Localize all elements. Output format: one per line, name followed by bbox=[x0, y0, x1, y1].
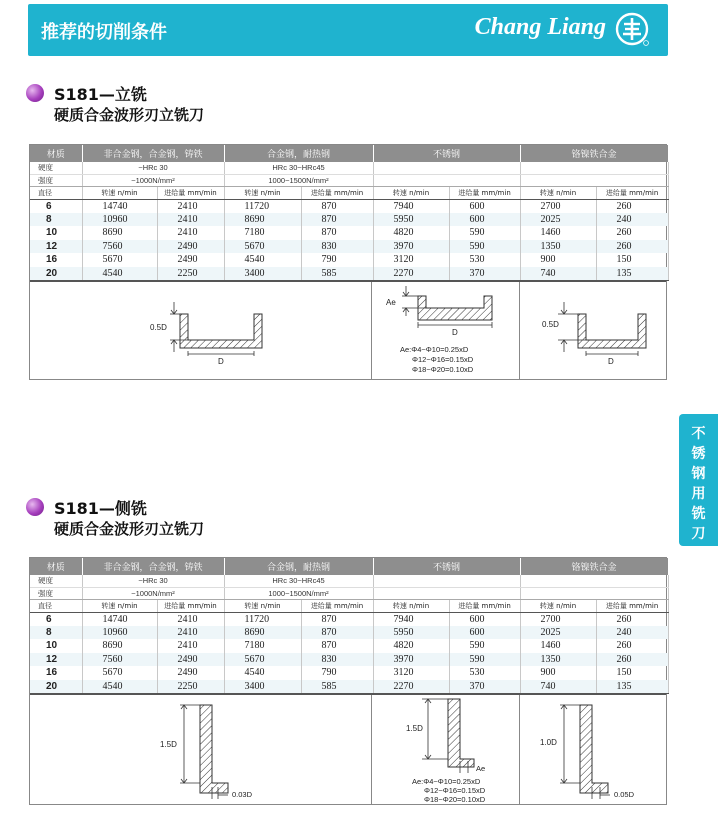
diagram-slot-milling bbox=[30, 282, 372, 379]
material-header: 非合金钢，合金钢，铸铁 bbox=[82, 145, 224, 162]
hardness-value bbox=[373, 162, 520, 174]
speed-cell: 3400 bbox=[224, 267, 301, 281]
section-subtitle: 硬质合金波形刃立铣刀 bbox=[54, 520, 205, 538]
feed-cell: 790 bbox=[301, 253, 373, 267]
diagram-side-milling bbox=[30, 695, 372, 804]
strength-value: ~1000N/mm² bbox=[82, 587, 224, 599]
material-row bbox=[30, 558, 668, 575]
side-tab-char: 不 bbox=[691, 426, 706, 442]
hardness-label: 硬度 bbox=[30, 162, 82, 174]
side-milling-ae-diagram bbox=[372, 695, 520, 805]
diameter-cell: 8 bbox=[30, 626, 82, 640]
slot-milling-diagram bbox=[30, 282, 372, 380]
feed-cell: 260 bbox=[596, 653, 668, 667]
speed-cell: 8690 bbox=[82, 226, 157, 240]
speed-cell: 7180 bbox=[224, 639, 301, 653]
speed-cell: 3120 bbox=[373, 666, 449, 680]
depth-label: 1.5D bbox=[160, 739, 177, 749]
strength-value bbox=[520, 174, 668, 186]
strength-value: 1000~1500N/mm² bbox=[224, 174, 373, 186]
speed-cell: 900 bbox=[520, 253, 596, 267]
side-tab[interactable] bbox=[679, 414, 718, 546]
speed-cell: 740 bbox=[520, 680, 596, 694]
feed-cell: 2410 bbox=[157, 226, 224, 240]
hardness-value bbox=[520, 162, 668, 174]
material-label: 材质 bbox=[30, 558, 82, 575]
hardness-value: HRc 30~HRc45 bbox=[224, 162, 373, 174]
width-label: D bbox=[452, 327, 458, 337]
speed-header: 转速 n/min bbox=[373, 186, 449, 199]
feed-cell: 2490 bbox=[157, 240, 224, 254]
feed-cell: 870 bbox=[301, 626, 373, 640]
diameter-cell: 8 bbox=[30, 213, 82, 227]
feed-cell: 870 bbox=[301, 639, 373, 653]
side-milling-diagram bbox=[30, 695, 372, 805]
feed-cell: 2410 bbox=[157, 626, 224, 640]
feed-cell: 870 bbox=[301, 213, 373, 227]
speed-cell: 11720 bbox=[224, 612, 301, 626]
speed-cell: 2700 bbox=[520, 199, 596, 213]
ae-note: Ae:Φ4~Φ10=0.25xD bbox=[412, 776, 481, 786]
speed-cell: 740 bbox=[520, 267, 596, 281]
speed-cell: 5670 bbox=[224, 653, 301, 667]
speed-header: 转速 n/min bbox=[82, 186, 157, 199]
hardness-row bbox=[30, 162, 668, 174]
table-row bbox=[30, 240, 668, 254]
side-tab-char: 刀 bbox=[691, 526, 706, 542]
speed-cell: 5950 bbox=[373, 626, 449, 640]
feed-cell: 585 bbox=[301, 267, 373, 281]
speed-cell: 7560 bbox=[82, 653, 157, 667]
material-header: 铬镍铁合金 bbox=[520, 145, 668, 162]
column-header-row bbox=[30, 599, 668, 612]
feed-cell: 830 bbox=[301, 240, 373, 254]
feed-cell: 2250 bbox=[157, 680, 224, 694]
strength-value: 1000~1500N/mm² bbox=[224, 587, 373, 599]
speed-cell: 2700 bbox=[520, 612, 596, 626]
strength-value bbox=[520, 587, 668, 599]
diagram-row-2 bbox=[30, 694, 666, 804]
diameter-cell: 16 bbox=[30, 666, 82, 680]
table-row bbox=[30, 612, 668, 626]
ae-note: Φ18~Φ20=0.10xD bbox=[424, 794, 486, 804]
speed-cell: 1350 bbox=[520, 240, 596, 254]
feed-cell: 370 bbox=[449, 680, 520, 694]
table-row bbox=[30, 213, 668, 227]
feed-header: 进给量 mm/min bbox=[596, 186, 668, 199]
header-banner bbox=[28, 4, 668, 56]
hardness-value bbox=[373, 575, 520, 587]
ae-note: Ae:Φ4~Φ10=0.25xD bbox=[400, 344, 469, 354]
feed-header: 进给量 mm/min bbox=[449, 186, 520, 199]
speed-cell: 3400 bbox=[224, 680, 301, 694]
feed-header: 进给量 mm/min bbox=[449, 599, 520, 612]
strength-label: 强度 bbox=[30, 174, 82, 186]
feed-cell: 2410 bbox=[157, 639, 224, 653]
speed-cell: 5950 bbox=[373, 213, 449, 227]
feed-cell: 870 bbox=[301, 226, 373, 240]
speed-header: 转速 n/min bbox=[224, 599, 301, 612]
speed-cell: 2025 bbox=[520, 626, 596, 640]
hardness-value bbox=[520, 575, 668, 587]
hardness-value: ~HRc 30 bbox=[82, 162, 224, 174]
speed-cell: 4540 bbox=[82, 680, 157, 694]
width-label: D bbox=[608, 356, 614, 366]
speed-cell: 10960 bbox=[82, 213, 157, 227]
strength-value bbox=[373, 587, 520, 599]
speed-header: 转速 n/min bbox=[224, 186, 301, 199]
feed-cell: 135 bbox=[596, 680, 668, 694]
feed-cell: 590 bbox=[449, 240, 520, 254]
bullet-icon bbox=[26, 498, 44, 516]
diagram-row-1 bbox=[30, 281, 666, 379]
bullet-icon bbox=[26, 84, 44, 102]
width-label: 0.03D bbox=[232, 789, 253, 799]
speed-cell: 7940 bbox=[373, 199, 449, 213]
material-row bbox=[30, 145, 668, 162]
feed-cell: 2250 bbox=[157, 267, 224, 281]
width-label: D bbox=[218, 356, 224, 366]
diagram-side-milling-2 bbox=[520, 695, 666, 804]
feed-cell: 530 bbox=[449, 666, 520, 680]
speed-cell: 5670 bbox=[82, 253, 157, 267]
shoulder-milling-diagram bbox=[372, 282, 520, 380]
feed-cell: 590 bbox=[449, 639, 520, 653]
speed-cell: 7940 bbox=[373, 612, 449, 626]
section-subtitle: 硬质合金波形刃立铣刀 bbox=[54, 106, 205, 124]
feed-cell: 2410 bbox=[157, 199, 224, 213]
hardness-value: HRc 30~HRc45 bbox=[224, 575, 373, 587]
speed-header: 转速 n/min bbox=[373, 599, 449, 612]
speed-cell: 14740 bbox=[82, 612, 157, 626]
cutting-table-2 bbox=[29, 557, 667, 805]
speed-cell: 1350 bbox=[520, 653, 596, 667]
speed-header: 转速 n/min bbox=[82, 599, 157, 612]
feed-header: 进给量 mm/min bbox=[596, 599, 668, 612]
diameter-cell: 12 bbox=[30, 240, 82, 254]
side-tab-char: 用 bbox=[691, 486, 706, 502]
diameter-cell: 10 bbox=[30, 226, 82, 240]
table-row bbox=[30, 639, 668, 653]
feed-cell: 585 bbox=[301, 680, 373, 694]
speed-header: 转速 n/min bbox=[520, 599, 596, 612]
diagram-side-milling-ae bbox=[372, 695, 520, 804]
hardness-value: ~HRc 30 bbox=[82, 575, 224, 587]
brand-logo-icon bbox=[614, 11, 650, 47]
speed-cell: 3970 bbox=[373, 653, 449, 667]
feed-cell: 870 bbox=[301, 612, 373, 626]
material-header: 铬镍铁合金 bbox=[520, 558, 668, 575]
feed-cell: 370 bbox=[449, 267, 520, 281]
section-title: S181—侧铣 bbox=[54, 499, 147, 518]
strength-value: ~1000N/mm² bbox=[82, 174, 224, 186]
ae-label: Ae bbox=[476, 763, 486, 773]
side-tab-char: 钢 bbox=[691, 466, 706, 482]
material-header: 非合金钢，合金钢，铸铁 bbox=[82, 558, 224, 575]
feed-cell: 260 bbox=[596, 639, 668, 653]
side-milling-diagram-2 bbox=[520, 695, 666, 805]
table-row bbox=[30, 199, 668, 213]
speed-cell: 14740 bbox=[82, 199, 157, 213]
hardness-label: 硬度 bbox=[30, 575, 82, 587]
feed-cell: 870 bbox=[301, 199, 373, 213]
diameter-cell: 12 bbox=[30, 653, 82, 667]
ae-note: Φ18~Φ20=0.10xD bbox=[412, 364, 474, 374]
speed-cell: 4820 bbox=[373, 226, 449, 240]
speed-cell: 1460 bbox=[520, 226, 596, 240]
table-row bbox=[30, 680, 668, 694]
table-row bbox=[30, 267, 668, 281]
material-label: 材质 bbox=[30, 145, 82, 162]
speed-cell: 1460 bbox=[520, 639, 596, 653]
diameter-label: 直径 bbox=[30, 186, 82, 199]
feed-cell: 2490 bbox=[157, 666, 224, 680]
ae-note: Φ12~Φ16=0.15xD bbox=[412, 354, 474, 364]
speed-cell: 5670 bbox=[224, 240, 301, 254]
feed-cell: 830 bbox=[301, 653, 373, 667]
speed-cell: 8690 bbox=[82, 639, 157, 653]
depth-label: 1.5D bbox=[406, 723, 423, 733]
strength-row bbox=[30, 587, 668, 599]
speed-cell: 5670 bbox=[82, 666, 157, 680]
feed-cell: 135 bbox=[596, 267, 668, 281]
speed-cell: 10960 bbox=[82, 626, 157, 640]
speed-cell: 4820 bbox=[373, 639, 449, 653]
feed-cell: 590 bbox=[449, 226, 520, 240]
speed-cell: 2270 bbox=[373, 680, 449, 694]
width-label: 0.05D bbox=[614, 789, 635, 799]
feed-cell: 790 bbox=[301, 666, 373, 680]
feed-cell: 240 bbox=[596, 626, 668, 640]
material-header: 不锈钢 bbox=[373, 558, 520, 575]
material-header: 不锈钢 bbox=[373, 145, 520, 162]
speed-cell: 3120 bbox=[373, 253, 449, 267]
ae-label: Ae bbox=[386, 297, 396, 307]
feed-cell: 600 bbox=[449, 612, 520, 626]
feed-cell: 150 bbox=[596, 253, 668, 267]
table-row bbox=[30, 626, 668, 640]
speed-header: 转速 n/min bbox=[520, 186, 596, 199]
strength-value bbox=[373, 174, 520, 186]
speed-cell: 4540 bbox=[224, 253, 301, 267]
diameter-cell: 20 bbox=[30, 267, 82, 281]
table-row bbox=[30, 666, 668, 680]
feed-cell: 600 bbox=[449, 199, 520, 213]
depth-label: 1.0D bbox=[540, 737, 557, 747]
speed-cell: 900 bbox=[520, 666, 596, 680]
feed-cell: 2410 bbox=[157, 213, 224, 227]
feed-cell: 260 bbox=[596, 612, 668, 626]
side-tab-char: 锈 bbox=[691, 446, 706, 462]
speed-cell: 4540 bbox=[224, 666, 301, 680]
brand-name: Chang Liang bbox=[474, 14, 606, 40]
speed-cell: 8690 bbox=[224, 213, 301, 227]
depth-label: 0.5D bbox=[542, 319, 559, 329]
feed-header: 进给量 mm/min bbox=[157, 599, 224, 612]
speed-cell: 3970 bbox=[373, 240, 449, 254]
feed-cell: 240 bbox=[596, 213, 668, 227]
ae-note: Φ12~Φ16=0.15xD bbox=[424, 785, 486, 795]
diameter-label: 直径 bbox=[30, 599, 82, 612]
table-row bbox=[30, 253, 668, 267]
diameter-cell: 16 bbox=[30, 253, 82, 267]
diameter-cell: 20 bbox=[30, 680, 82, 694]
speed-cell: 4540 bbox=[82, 267, 157, 281]
material-header: 合金钢，耐热钢 bbox=[224, 145, 373, 162]
feed-cell: 2490 bbox=[157, 653, 224, 667]
diagram-slot-milling-2 bbox=[520, 282, 666, 379]
diameter-cell: 10 bbox=[30, 639, 82, 653]
feed-cell: 600 bbox=[449, 626, 520, 640]
material-header: 合金钢，耐热钢 bbox=[224, 558, 373, 575]
diameter-cell: 6 bbox=[30, 199, 82, 213]
side-tab-char: 铣 bbox=[691, 506, 706, 522]
feed-cell: 260 bbox=[596, 226, 668, 240]
page-title: 推荐的切削条件 bbox=[41, 22, 167, 43]
strength-label: 强度 bbox=[30, 587, 82, 599]
strength-row bbox=[30, 174, 668, 186]
speed-cell: 2270 bbox=[373, 267, 449, 281]
diagram-shoulder-milling bbox=[372, 282, 520, 379]
table-row bbox=[30, 653, 668, 667]
hardness-row bbox=[30, 575, 668, 587]
section-title: S181—立铣 bbox=[54, 85, 147, 104]
feed-cell: 2490 bbox=[157, 253, 224, 267]
speed-cell: 2025 bbox=[520, 213, 596, 227]
feed-cell: 150 bbox=[596, 666, 668, 680]
speed-cell: 7180 bbox=[224, 226, 301, 240]
feed-header: 进给量 mm/min bbox=[301, 186, 373, 199]
diameter-cell: 6 bbox=[30, 612, 82, 626]
cutting-table-1 bbox=[29, 144, 667, 380]
feed-cell: 260 bbox=[596, 240, 668, 254]
feed-header: 进给量 mm/min bbox=[301, 599, 373, 612]
feed-cell: 530 bbox=[449, 253, 520, 267]
table-row bbox=[30, 226, 668, 240]
feed-cell: 260 bbox=[596, 199, 668, 213]
speed-cell: 7560 bbox=[82, 240, 157, 254]
speed-cell: 11720 bbox=[224, 199, 301, 213]
feed-cell: 600 bbox=[449, 213, 520, 227]
speed-cell: 8690 bbox=[224, 626, 301, 640]
feed-header: 进给量 mm/min bbox=[157, 186, 224, 199]
feed-cell: 2410 bbox=[157, 612, 224, 626]
feed-cell: 590 bbox=[449, 653, 520, 667]
column-header-row bbox=[30, 186, 668, 199]
depth-label: 0.5D bbox=[150, 322, 167, 332]
slot-milling-diagram-2 bbox=[520, 282, 666, 380]
